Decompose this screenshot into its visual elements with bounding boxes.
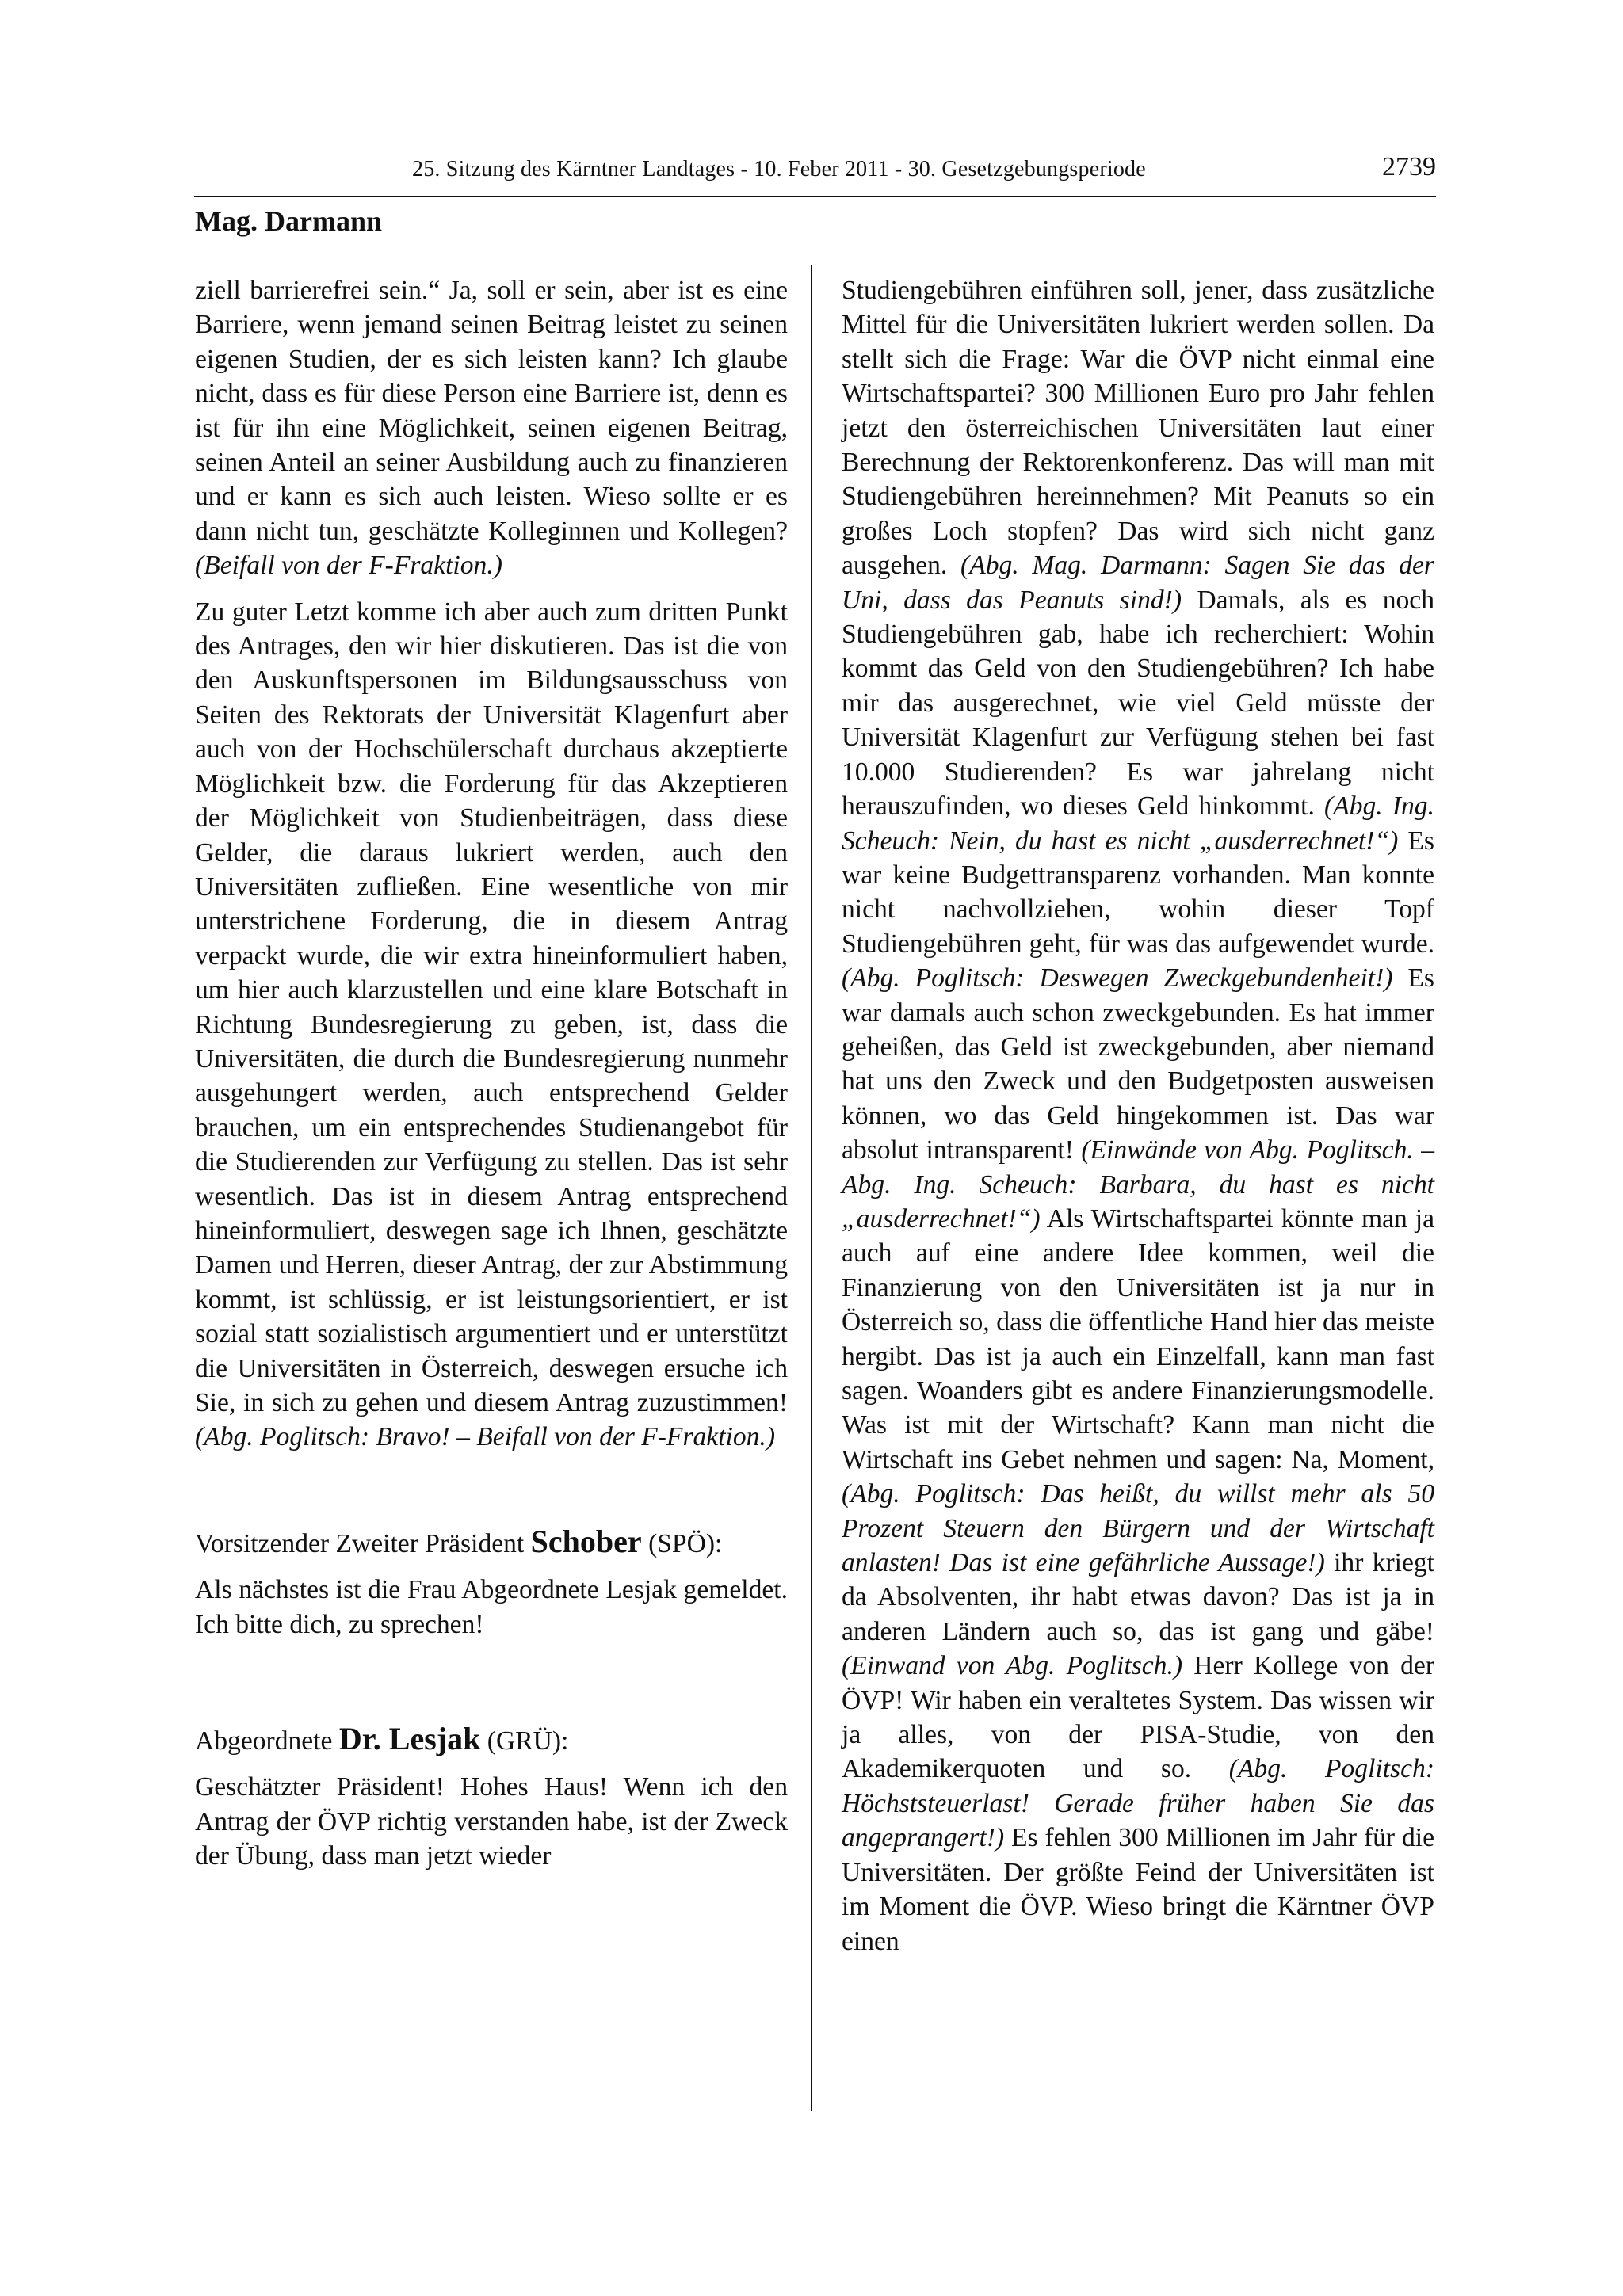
speech-text: ihr kriegt da Absolventen, ihr habt etwas davon? Das ist ja in anderen Ländern auch so, das ist gang und gäbe!	[842, 1548, 1434, 1646]
speaker-name: Dr. Lesjak	[338, 1721, 481, 1757]
chair-name: Schober	[530, 1523, 642, 1559]
speech-text: Damals, als es noch Studiengebühren gab, habe ich recherchiert: Wohin kommt das Geld von den Studiengebühren? Ich habe mir das ausgerechnet, wie viel Geld müsste der Universität Klagenfurt zur Verfügung stehen bei fast 10.000 Studierenden? Es war jahrelang nicht herauszufinden, wo dieses Geld hinkommt.	[842, 585, 1434, 822]
interjection: (Einwände von Abg. Poglitsch. – Abg. Ing. Scheuch: Barbara, du hast es nicht „ausderrechnet!“)	[842, 1135, 1435, 1234]
chair-speaker-line	[195, 1524, 788, 1561]
interjection: (Abg. Poglitsch: Deswegen Zweckgebundenheit!)	[842, 963, 1393, 994]
interjection: (Einwand von Abg. Poglitsch.)	[842, 1651, 1183, 1681]
speaker-party: (GRÜ):	[487, 1726, 569, 1756]
chair-party: (SPÖ):	[648, 1528, 723, 1558]
paragraph	[195, 1573, 788, 1642]
speech-text: Es war keine Budgettransparenz vorhanden. Man konnte nicht nachvollziehen, wohin dieser Topf Studiengebühren geht, für was das aufgewendet wurde.	[842, 826, 1434, 959]
header-rule	[194, 196, 1436, 197]
right-column	[842, 273, 1434, 1970]
speaker-line	[195, 1722, 788, 1758]
speech-text: Als nächstes ist die Frau Abgeordnete Lesjak gemeldet. Ich bitte dich, zu sprechen!	[195, 1575, 788, 1639]
speaker-title: Abgeordnete	[195, 1726, 333, 1756]
speech-text: Studiengebühren einführen soll, jener, dass zusätzliche Mittel für die Universitäten lukriert werden sollen. Da stellt sich die Frage: War die ÖVP nicht einmal eine Wirtschaftspartei? 300 Millionen Euro pro Jahr fehlen jetzt den österreichischen Universitäten laut einer Berechnung der Rektorenkonferenz. Das will man mit Studiengebühren hereinnehmen? Mit Peanuts so ein großes Loch stopfen? Das wird sich nicht ganz ausgehen.	[842, 276, 1434, 581]
interjection: (Abg. Mag. Darmann: Sagen Sie das der Uni, dass das Peanuts sind!)	[842, 551, 1434, 615]
interjection: (Abg. Ing. Scheuch: Nein, du hast es nicht „ausderrechnet!“)	[842, 791, 1434, 856]
interjection: (Abg. Poglitsch: Das heißt, du willst mehr als 50 Prozent Steuern den Bürgern und der Wirtschaft anlasten! Das ist eine gefährliche Aussage!)	[842, 1479, 1434, 1578]
speech-text: Als Wirtschaftspartei könnte man ja auch auf eine andere Idee kommen, weil die Finanzierung von den Universitäten ist ja nur in Österreich so, dass die öffentliche Hand hier das meiste hergibt. Das ist ja auch ein Einzelfall, kann man fast sagen. Woanders gibt es andere Finanzierungsmodelle. Was ist mit der Wirtschaft? Kann man nicht die Wirtschaft ins Gebet nehmen und sagen: Na, Moment,	[842, 1203, 1434, 1474]
left-column	[195, 273, 788, 1886]
paragraph	[195, 595, 788, 1455]
spacer	[195, 1653, 788, 1722]
column-divider	[811, 265, 812, 2111]
speech-text: Herr Kollege von der ÖVP! Wir haben ein veraltetes System. Das wissen wir ja alles, von der PISA-Studie, von den Akademikerquoten und so.	[842, 1651, 1434, 1784]
speech-text: Es war damals auch schon zweckgebunden. Es hat immer geheißen, das Geld ist zweckgebunden, aber niemand hat uns den Zweck und den Budgetposten ausweisen können, wo das Geld hingekommen ist. Das war absolut intransparent!	[842, 963, 1434, 1165]
paragraph	[195, 273, 788, 583]
interjection: (Abg. Poglitsch: Bravo! – Beifall von der F-Fraktion.)	[195, 1422, 776, 1452]
interjection: (Abg. Poglitsch: Höchststeuerlast! Gerade früher haben Sie das angeprangert!)	[842, 1754, 1434, 1853]
speech-text: Geschätzter Präsident! Hohes Haus! Wenn ich den Antrag der ÖVP richtig verstanden habe, ist der Zweck der Übung, dass man jetzt wieder	[195, 1772, 788, 1871]
speech-text: Zu guter Letzt komme ich aber auch zum dritten Punkt des Antrages, den wir hier diskutieren. Das ist die von den Auskunftspersonen im Bildungsausschuss von Seiten des Rektorats der Universität Klagenfurt aber auch von der Hochschülerschaft durchaus akzeptierte Möglichkeit bzw. die Forderung für das Akzeptieren der Möglichkeit von Studienbeiträgen, dass diese Gelder, die daraus lukriert werden, auch den Universitäten zufließen. Eine wesentliche von mir unterstrichene Forderung, die in diesem Antrag verpackt wurde, die wir extra hineinformuliert haben, um hier auch klarzustellen und eine klare Botschaft in Richtung Bundesregierung zu geben, ist, dass die Universitäten, die durch die Bundesregierung nunmehr ausgehungert werden, auch entsprechend Gelder brauchen, um ein entsprechendes Studienangebot für die Studierenden zur Verfügung zu stellen. Das ist sehr wesentlich. Das ist in diesem Antrag entsprechend hineinformuliert, deswegen sage ich Ihnen, geschätzte Damen und Herren, dieser Antrag, der zur Abstimmung kommt, ist schlüssig, er ist leistungsorientiert, er ist sozial statt sozialistisch argumentiert und er unterstützt die Universitäten in Österreich, deswegen ersuche ich Sie, in sich zu gehen und diesem Antrag zuzustimmen!	[195, 597, 788, 1417]
current-speaker-header: Mag. Darmann	[195, 205, 382, 237]
session-header: 25. Sitzung des Kärntner Landtages - 10. Feber 2011 - 30. Gesetzgebungsperiode	[412, 157, 1146, 181]
speech-text: Es fehlen 300 Millionen im Jahr für die Universitäten. Der größte Feind der Universitäten ist im Moment die ÖVP. Wieso bringt die Kärntner ÖVP einen	[842, 1823, 1434, 1956]
paragraph	[842, 273, 1434, 1958]
speech-text: ziell barrierefrei sein.“ Ja, soll er sein, aber ist es eine Barriere, wenn jemand seinen Beitrag leistet zu seinen eigenen Studien, der es sich leisten kann? Ich glaube nicht, dass es für diese Person eine Barriere ist, denn es ist für ihn eine Möglichkeit, seinen eigenen Beitrag, seinen Anteil an seiner Ausbildung auch zu finanzieren und er kann es sich auch leisten. Wieso sollte er es dann nicht tun, geschätzte Kolleginnen und Kollegen?	[195, 276, 788, 546]
interjection: (Beifall von der F-Fraktion.)	[195, 551, 502, 581]
page-number: 2739	[1382, 152, 1436, 181]
chair-title: Vorsitzender Zweiter Präsident	[195, 1528, 525, 1558]
paragraph	[195, 1770, 788, 1873]
spacer	[195, 1466, 788, 1524]
